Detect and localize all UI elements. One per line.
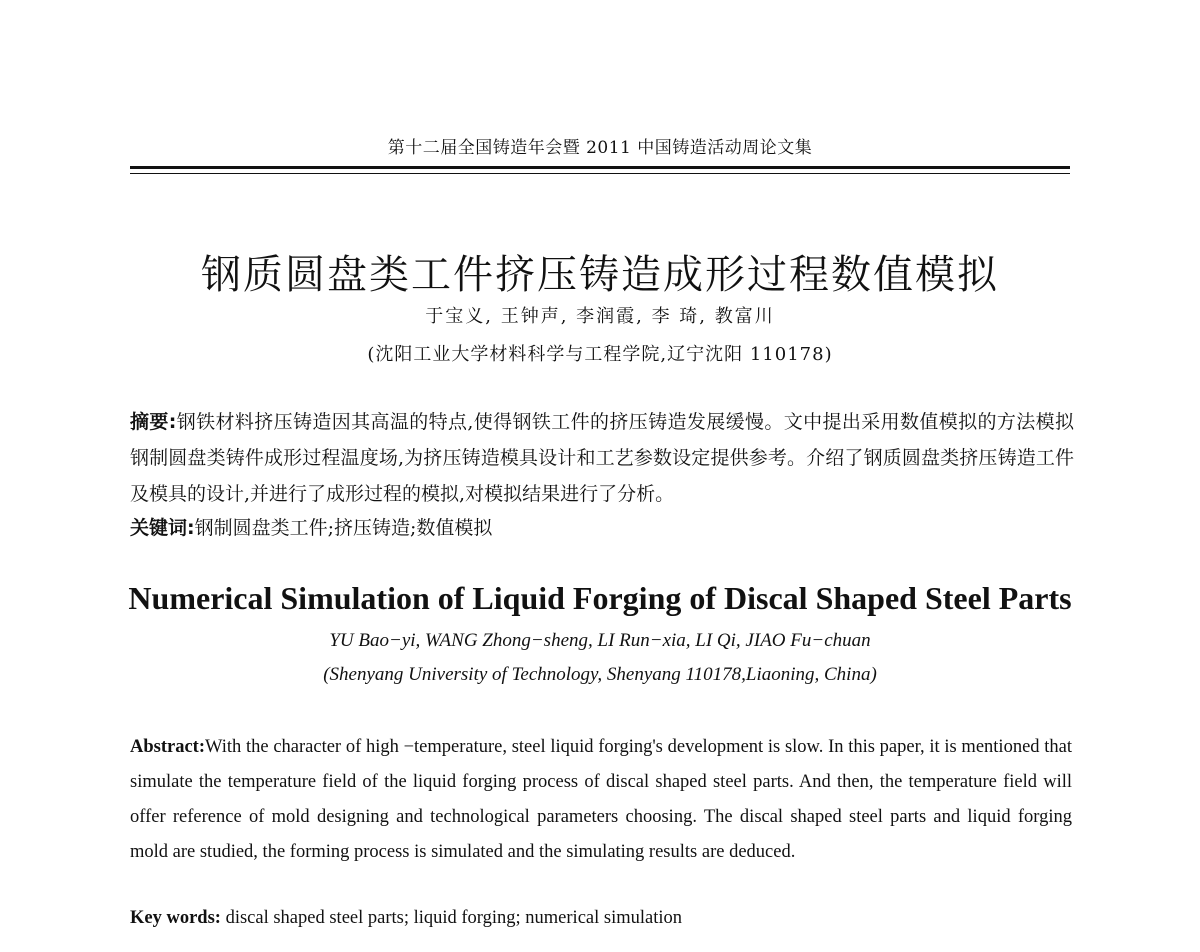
english-keywords-label: Key words: (130, 908, 221, 928)
chinese-keywords-label: 关键词: (130, 517, 195, 539)
english-abstract (130, 730, 1072, 870)
running-head: 第十二届全国铸造年会暨 2011 中国铸造活动周论文集 (387, 138, 813, 158)
chinese-title: 钢质圆盘类工件挤压铸造成形过程数值模拟 (201, 252, 999, 298)
english-affiliation: (Shenyang University of Technology, Shenyang 110178,Liaoning, China) (323, 664, 877, 685)
chinese-abstract-label: 摘要: (130, 411, 177, 433)
header-rule-thin (130, 173, 1070, 174)
chinese-keywords-text: 钢制圆盘类工件;挤压铸造;数值模拟 (194, 517, 493, 539)
chinese-affiliation: (沈阳工业大学材料科学与工程学院,辽宁沈阳 110178) (367, 344, 833, 365)
english-keywords-text: discal shaped steel parts; liquid forging; numerical simulation (225, 908, 682, 928)
english-keywords (130, 903, 1072, 933)
english-title: Numerical Simulation of Liquid Forging of Discal Shaped Steel Parts (128, 580, 1072, 616)
header-rule-thick (130, 166, 1070, 169)
english-abstract-text: With the character of high −temperature, steel liquid forging's development is slow. In this paper, it is mentioned that simulate the temperature field of the liquid forging process of discal shaped steel parts. And then, the temperature field will offer reference of mold designing and technological parameters choosing. The discal shaped steel parts and liquid forging mold are studied, the forming process is simulated and the simulating results are deduced. (130, 737, 1072, 862)
english-authors: YU Bao−yi, WANG Zhong−sheng, LI Run−xia, LI Qi, JIAO Fu−chuan (329, 630, 871, 651)
english-abstract-label: Abstract: (130, 737, 206, 757)
chinese-abstract-text: 钢铁材料挤压铸造因其高温的特点,使得钢铁工件的挤压铸造发展缓慢。文中提出采用数值模拟的方法模拟钢制圆盘类铸件成形过程温度场,为挤压铸造模具设计和工艺参数设定提供参考。介绍了钢质圆盘类挤压铸造工件及模具的设计,并进行了成形过程的模拟,对模拟结果进行了分析。 (130, 411, 1074, 505)
chinese-abstract (130, 404, 1074, 512)
chinese-authors: 于宝义, 王钟声, 李润霞, 李 琦, 教富川 (425, 306, 775, 327)
chinese-keywords (130, 510, 1074, 546)
